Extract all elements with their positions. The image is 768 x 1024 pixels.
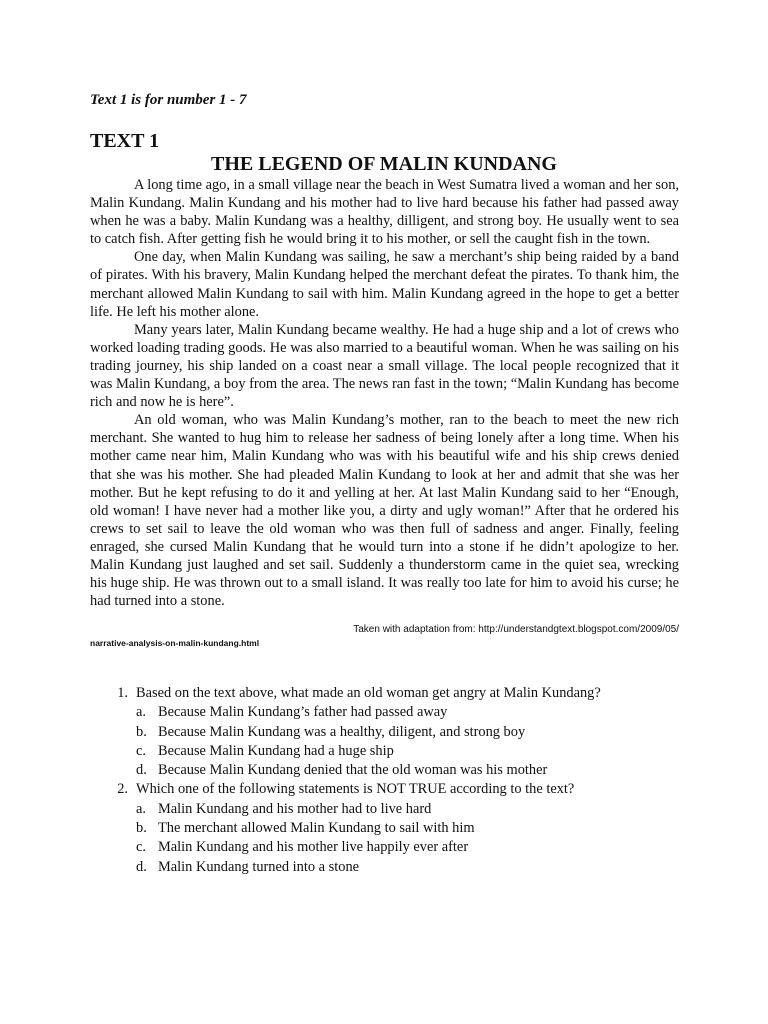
question-number: 2.	[117, 781, 128, 798]
option-text: Because Malin Kundang was a healthy, diligent, and strong boy	[158, 723, 526, 740]
question-text: Which one of the following statements is NOT TRUE according to the text?	[136, 781, 575, 798]
text-label: TEXT 1	[90, 130, 160, 152]
story-paragraph: One day, when Malin Kundang was sailing, he saw a merchant’s ship being raided by a band of pirates. With his bravery, Malin Kundang helped the merchant defeat the pirates. To thank him, the merchant allowed Malin Kundang to sail with him. Malin Kundang agreed in the hope to get a better life. He left his mother alone.	[90, 249, 679, 320]
answer-option	[90, 703, 690, 722]
option-letter: d.	[136, 858, 147, 875]
option-letter: c.	[136, 839, 146, 856]
answer-option	[90, 761, 690, 780]
option-letter: c.	[136, 742, 146, 759]
option-text: The merchant allowed Malin Kundang to sail with him	[158, 820, 475, 837]
question-stem	[90, 780, 690, 799]
option-text: Because Malin Kundang denied that the old woman was his mother	[158, 762, 548, 779]
answer-option	[90, 800, 690, 819]
option-letter: b.	[136, 723, 147, 740]
instruction-note: Text 1 is for number 1 - 7	[90, 92, 247, 108]
option-text: Malin Kundang turned into a stone	[158, 858, 360, 875]
answer-option	[90, 838, 690, 857]
question-number: 1.	[117, 685, 128, 701]
story-title: THE LEGEND OF MALIN KUNDANG	[211, 153, 557, 175]
option-text: Because Malin Kundang’s father had passed away	[158, 704, 448, 721]
question-stem	[90, 684, 690, 703]
story-paragraph: Many years later, Malin Kundang became wealthy. He had a huge ship and a lot of crews who worked loading trading goods. He was also married to a beautiful woman. When he was sailing on his trading journey, his ship landed on a coast near a small village. The local people recognized that it was Malin Kundang, a boy from the area. The news ran fast in the town; “Malin Kundang has become rich and now he is here”.	[90, 321, 679, 411]
question-2	[90, 780, 690, 876]
option-letter: a.	[136, 800, 146, 817]
story-paragraph: A long time ago, in a small village near the beach in West Sumatra lived a woman and her son, Malin Kundang. Malin Kundang and his mother had to live hard because his father had passed away when he was a baby. Malin Kundang was a healthy, dilligent, and strong boy. He usually went to sea to catch fish. After getting fish he would bring it to his mother, or sell the caught fish in the town.	[90, 177, 679, 248]
question-list	[90, 684, 690, 877]
source-citation: Taken with adaptation from: http://understandgtext.blogspot.com/2009/05/	[353, 624, 679, 635]
option-letter: a.	[136, 704, 146, 721]
answer-option	[90, 819, 690, 838]
story-body	[90, 176, 679, 610]
option-text: Because Malin Kundang had a huge ship	[158, 742, 394, 759]
option-letter: d.	[136, 762, 147, 779]
question-text: Based on the text above, what made an old woman get angry at Malin Kundang?	[136, 685, 601, 701]
answer-option	[90, 742, 690, 761]
option-letter: b.	[136, 820, 147, 837]
option-text: Malin Kundang and his mother live happily ever after	[158, 839, 469, 856]
option-text: Malin Kundang and his mother had to live hard	[158, 800, 432, 817]
question-1	[90, 684, 690, 780]
answer-option	[90, 723, 690, 742]
source-citation-continued: narrative-analysis-on-malin-kundang.html	[90, 638, 260, 648]
story-paragraph: An old woman, who was Malin Kundang’s mother, ran to the beach to meet the new rich merchant. She wanted to hug him to release her sadness of being lonely after a long time. When his mother came near him, Malin Kundang who was with his beautiful wife and his ship crews denied that she was his mother. She had pleaded Malin Kundang to look at her and admit that she was her mother. But he kept refusing to do it and yelling at her. At last Malin Kundang said to her “Enough, old woman! I have never had a mother like you, a dirty and ugly woman!” After that he ordered his crews to set sail to leave the old woman who was then full of sadness and anger. Finally, feeling enraged, she cursed Malin Kundang that he would turn into a stone if he didn’t apologize to her. Malin Kundang just laughed and set sail. Suddenly a thunderstorm came in the quiet sea, wrecking his huge ship. He was thrown out to a small island. It was really too late for him to avoid his curse; he had turned into a stone.	[90, 412, 679, 610]
answer-option	[90, 858, 690, 877]
